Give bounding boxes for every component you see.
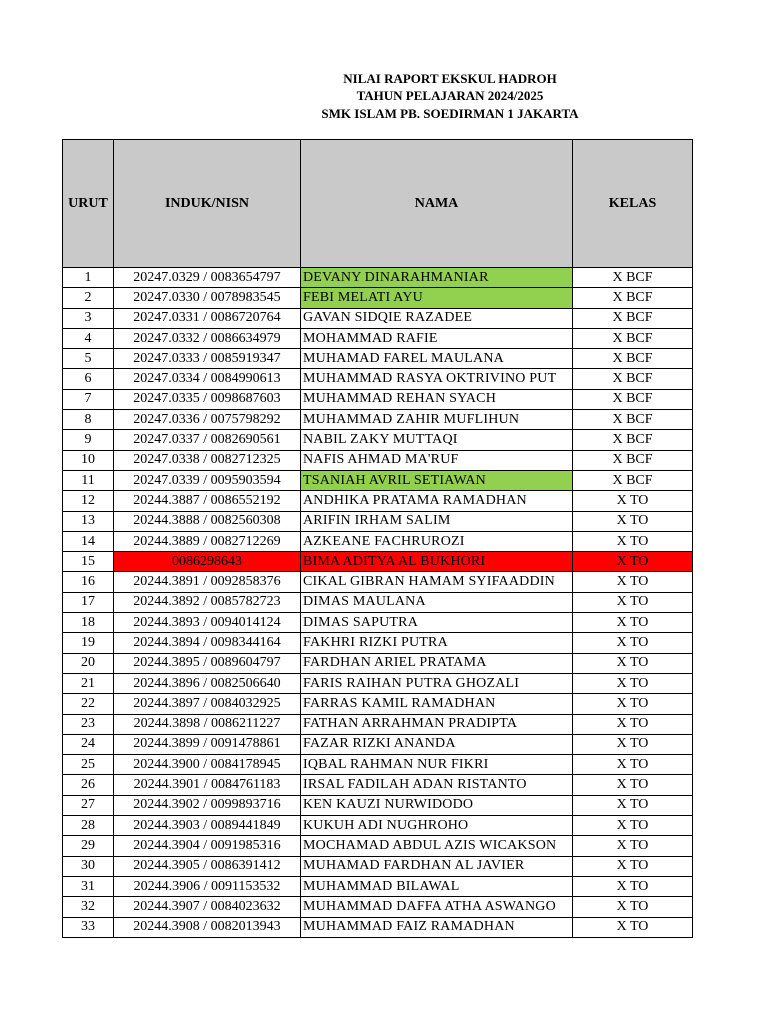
row-number: 26 <box>63 775 114 795</box>
row-kelas: X TO <box>573 613 693 633</box>
row-kelas: X BCF <box>573 328 693 348</box>
table-row <box>63 430 693 450</box>
row-nama: MUHAMMAD ZAHIR MUFLIHUN <box>301 410 573 430</box>
table-row <box>63 917 693 937</box>
row-induk-nisn: 20244.3894 / 0098344164 <box>114 633 301 653</box>
row-nama: MUHAMAD FAREL MAULANA <box>301 349 573 369</box>
row-number: 10 <box>63 450 114 470</box>
row-kelas: X TO <box>573 734 693 754</box>
table-row <box>63 816 693 836</box>
row-number: 7 <box>63 389 114 409</box>
row-induk-nisn: 20244.3901 / 0084761183 <box>114 775 301 795</box>
row-nama: BIMA ADITYA AL BUKHORI <box>301 552 573 572</box>
row-kelas: X TO <box>573 775 693 795</box>
table-row <box>63 268 693 288</box>
table-row <box>63 491 693 511</box>
row-induk-nisn: 20247.0331 / 0086720764 <box>114 308 301 328</box>
row-induk-nisn: 20244.3907 / 0084023632 <box>114 897 301 917</box>
row-induk-nisn: 20244.3896 / 0082506640 <box>114 673 301 693</box>
row-induk-nisn: 20247.0338 / 0082712325 <box>114 450 301 470</box>
table-row <box>63 775 693 795</box>
column-header-induk: INDUK/NISN <box>114 140 301 268</box>
row-number: 25 <box>63 755 114 775</box>
table-row <box>63 795 693 815</box>
table-row <box>63 328 693 348</box>
row-number: 14 <box>63 531 114 551</box>
row-number: 4 <box>63 328 114 348</box>
row-induk-nisn: 20244.3895 / 0089604797 <box>114 653 301 673</box>
row-kelas: X TO <box>573 653 693 673</box>
row-nama: MOHAMMAD RAFIE <box>301 328 573 348</box>
table-row <box>63 836 693 856</box>
row-number: 12 <box>63 491 114 511</box>
row-kelas: X BCF <box>573 349 693 369</box>
table-row <box>63 288 693 308</box>
row-kelas: X BCF <box>573 369 693 389</box>
row-nama: FARIS RAIHAN PUTRA GHOZALI <box>301 673 573 693</box>
row-kelas: X BCF <box>573 470 693 490</box>
row-induk-nisn: 20247.0334 / 0084990613 <box>114 369 301 389</box>
row-kelas: X TO <box>573 714 693 734</box>
row-induk-nisn: 20244.3897 / 0084032925 <box>114 694 301 714</box>
row-number: 2 <box>63 288 114 308</box>
academic-year: TAHUN PELAJARAN 2024/2025 <box>356 88 544 103</box>
row-induk-nisn: 20244.3888 / 0082560308 <box>114 511 301 531</box>
row-kelas: X TO <box>573 876 693 896</box>
row-induk-nisn: 20244.3908 / 0082013943 <box>114 917 301 937</box>
table-row <box>63 470 693 490</box>
row-nama: FATHAN ARRAHMAN PRADIPTA <box>301 714 573 734</box>
table-row <box>63 552 693 572</box>
row-induk-nisn: 20244.3899 / 0091478861 <box>114 734 301 754</box>
row-kelas: X BCF <box>573 430 693 450</box>
row-number: 3 <box>63 308 114 328</box>
table-row <box>63 572 693 592</box>
row-induk-nisn: 20247.0336 / 0075798292 <box>114 410 301 430</box>
row-number: 32 <box>63 897 114 917</box>
table-row <box>63 755 693 775</box>
table-row <box>63 592 693 612</box>
row-kelas: X TO <box>573 592 693 612</box>
row-kelas: X TO <box>573 491 693 511</box>
row-kelas: X TO <box>573 755 693 775</box>
row-nama: IQBAL RAHMAN NUR FIKRI <box>301 755 573 775</box>
row-nama: FAZAR RIZKI ANANDA <box>301 734 573 754</box>
row-kelas: X TO <box>573 552 693 572</box>
row-number: 6 <box>63 369 114 389</box>
table-row <box>63 673 693 693</box>
row-kelas: X TO <box>573 816 693 836</box>
row-kelas: X BCF <box>573 450 693 470</box>
row-induk-nisn: 20244.3891 / 0092858376 <box>114 572 301 592</box>
table-body <box>63 268 693 938</box>
row-number: 8 <box>63 410 114 430</box>
row-induk-nisn: 20247.0339 / 0095903594 <box>114 470 301 490</box>
row-induk-nisn: 20244.3889 / 0082712269 <box>114 531 301 551</box>
row-induk-nisn: 20244.3898 / 0086211227 <box>114 714 301 734</box>
row-kelas: X TO <box>573 917 693 937</box>
row-nama: KEN KAUZI NURWIDODO <box>301 795 573 815</box>
row-number: 24 <box>63 734 114 754</box>
row-induk-nisn: 20244.3906 / 0091153532 <box>114 876 301 896</box>
table-row <box>63 308 693 328</box>
row-nama: FAKHRI RIZKI PUTRA <box>301 633 573 653</box>
row-number: 30 <box>63 856 114 876</box>
row-nama: MUHAMMAD FAIZ RAMADHAN <box>301 917 573 937</box>
row-nama: NAFIS AHMAD MA'RUF <box>301 450 573 470</box>
row-nama: DIMAS MAULANA <box>301 592 573 612</box>
row-induk-nisn: 20244.3902 / 0099893716 <box>114 795 301 815</box>
table-row <box>63 349 693 369</box>
row-kelas: X BCF <box>573 389 693 409</box>
row-number: 15 <box>63 552 114 572</box>
row-induk-nisn: 20247.0337 / 0082690561 <box>114 430 301 450</box>
row-nama: ANDHIKA PRATAMA RAMADHAN <box>301 491 573 511</box>
table-row <box>63 876 693 896</box>
row-nama: MOCHAMAD ABDUL AZIS WICAKSON <box>301 836 573 856</box>
row-induk-nisn: 20247.0335 / 0098687603 <box>114 389 301 409</box>
row-number: 23 <box>63 714 114 734</box>
row-nama: FARDHAN ARIEL PRATAMA <box>301 653 573 673</box>
row-kelas: X BCF <box>573 268 693 288</box>
row-induk-nisn: 20244.3903 / 0089441849 <box>114 816 301 836</box>
row-kelas: X TO <box>573 836 693 856</box>
row-number: 20 <box>63 653 114 673</box>
row-nama: FARRAS KAMIL RAMADHAN <box>301 694 573 714</box>
row-kelas: X TO <box>573 572 693 592</box>
row-nama: CIKAL GIBRAN HAMAM SYIFAADDIN <box>301 572 573 592</box>
row-number: 11 <box>63 470 114 490</box>
table-row <box>63 633 693 653</box>
row-number: 28 <box>63 816 114 836</box>
school-name: SMK ISLAM PB. SOEDIRMAN 1 JAKARTA <box>321 106 579 121</box>
row-nama: MUHAMMAD REHAN SYACH <box>301 389 573 409</box>
row-number: 17 <box>63 592 114 612</box>
row-number: 22 <box>63 694 114 714</box>
row-kelas: X TO <box>573 511 693 531</box>
row-nama: TSANIAH AVRIL SETIAWAN <box>301 470 573 490</box>
row-kelas: X BCF <box>573 410 693 430</box>
row-number: 29 <box>63 836 114 856</box>
row-induk-nisn: 0086298643 <box>114 552 301 572</box>
row-induk-nisn: 20247.0332 / 0086634979 <box>114 328 301 348</box>
row-induk-nisn: 20244.3892 / 0085782723 <box>114 592 301 612</box>
row-nama: DIMAS SAPUTRA <box>301 613 573 633</box>
row-induk-nisn: 20244.3900 / 0084178945 <box>114 755 301 775</box>
row-number: 27 <box>63 795 114 815</box>
column-header-urut: URUT <box>63 140 114 268</box>
row-induk-nisn: 20247.0330 / 0078983545 <box>114 288 301 308</box>
row-number: 33 <box>63 917 114 937</box>
row-induk-nisn: 20244.3905 / 0086391412 <box>114 856 301 876</box>
table-row <box>63 613 693 633</box>
row-nama: MUHAMAD FARDHAN AL JAVIER <box>301 856 573 876</box>
row-number: 1 <box>63 268 114 288</box>
table-header-row <box>63 140 693 268</box>
table-row <box>63 531 693 551</box>
table-row <box>63 856 693 876</box>
row-nama: MUHAMMAD DAFFA ATHA ASWANGO <box>301 897 573 917</box>
row-nama: ARIFIN IRHAM SALIM <box>301 511 573 531</box>
row-kelas: X BCF <box>573 288 693 308</box>
table-row <box>63 389 693 409</box>
row-number: 18 <box>63 613 114 633</box>
row-nama: AZKEANE FACHRUROZI <box>301 531 573 551</box>
row-number: 21 <box>63 673 114 693</box>
table-row <box>63 897 693 917</box>
grades-table <box>62 139 693 938</box>
row-number: 5 <box>63 349 114 369</box>
row-nama: KUKUH ADI NUGHROHO <box>301 816 573 836</box>
row-induk-nisn: 20244.3887 / 0086552192 <box>114 491 301 511</box>
column-header-kelas: KELAS <box>573 140 693 268</box>
row-nama: MUHAMMAD RASYA OKTRIVINO PUT <box>301 369 573 389</box>
row-nama: NABIL ZAKY MUTTAQI <box>301 430 573 450</box>
table-row <box>63 410 693 430</box>
row-induk-nisn: 20247.0333 / 0085919347 <box>114 349 301 369</box>
row-number: 13 <box>63 511 114 531</box>
row-kelas: X TO <box>573 694 693 714</box>
row-number: 19 <box>63 633 114 653</box>
report-title: NILAI RAPORT EKSKUL HADROH <box>343 71 557 86</box>
table-row <box>63 653 693 673</box>
row-induk-nisn: 20247.0329 / 0083654797 <box>114 268 301 288</box>
row-nama: IRSAL FADILAH ADAN RISTANTO <box>301 775 573 795</box>
row-number: 16 <box>63 572 114 592</box>
row-kelas: X BCF <box>573 308 693 328</box>
row-nama: FEBI MELATI AYU <box>301 288 573 308</box>
row-kelas: X TO <box>573 531 693 551</box>
row-kelas: X TO <box>573 856 693 876</box>
row-nama: DEVANY DINARAHMANIAR <box>301 268 573 288</box>
row-nama: MUHAMMAD BILAWAL <box>301 876 573 896</box>
row-number: 9 <box>63 430 114 450</box>
row-kelas: X TO <box>573 673 693 693</box>
row-kelas: X TO <box>573 795 693 815</box>
table-row <box>63 369 693 389</box>
table-row <box>63 511 693 531</box>
table-row <box>63 734 693 754</box>
row-kelas: X TO <box>573 897 693 917</box>
row-number: 31 <box>63 876 114 896</box>
row-kelas: X TO <box>573 633 693 653</box>
row-induk-nisn: 20244.3893 / 0094014124 <box>114 613 301 633</box>
table-row <box>63 714 693 734</box>
table-row <box>63 694 693 714</box>
row-induk-nisn: 20244.3904 / 0091985316 <box>114 836 301 856</box>
row-nama: GAVAN SIDQIE RAZADEE <box>301 308 573 328</box>
column-header-nama: NAMA <box>301 140 573 268</box>
table-row <box>63 450 693 470</box>
